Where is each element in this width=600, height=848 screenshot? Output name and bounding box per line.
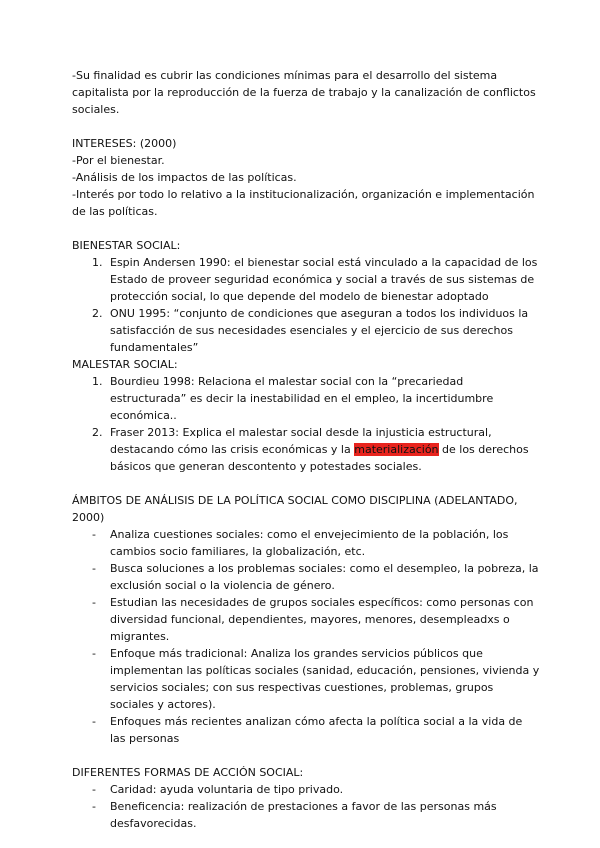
list-item-text: Busca soluciones a los problemas sociales: como el desempleo, la pobreza, la exclusión social o la violencia de género. bbox=[110, 562, 539, 592]
highlighted-word: materialización bbox=[354, 443, 439, 456]
list-item-text: ONU 1995: “conjunto de condiciones que aseguran a todos los individuos la satisfacción de sus necesidades esenciales y el ejercicio de sus derechos fundamentales” bbox=[110, 307, 529, 354]
ambitos-list bbox=[72, 526, 540, 747]
list-item bbox=[72, 305, 540, 356]
dash-bullet: - bbox=[92, 528, 96, 541]
bienestar-heading: BIENESTAR SOCIAL: bbox=[72, 239, 181, 252]
dash-bullet: - bbox=[92, 783, 96, 796]
formas-list bbox=[72, 781, 540, 832]
dash-bullet: - bbox=[92, 715, 96, 728]
list-item-text: Espin Andersen 1990: el bienestar social está vinculado a la capacidad de los Estado de proveer seguridad económica y social a través de sus sistemas de protección social, lo que depende del modelo de bienestar adoptado bbox=[110, 256, 538, 303]
intereses-line: -Análisis de los impactos de las políticas. bbox=[72, 171, 297, 184]
dash-bullet: - bbox=[92, 800, 96, 813]
list-item bbox=[72, 254, 540, 305]
intro-paragraph: -Su finalidad es cubrir las condiciones mínimas para el desarrollo del sistema capitalista por la reproducción de la fuerza de trabajo y la canalización de conflictos sociales. bbox=[72, 69, 536, 116]
dash-bullet: - bbox=[92, 596, 96, 609]
list-item bbox=[72, 560, 540, 594]
list-item bbox=[72, 526, 540, 560]
dash-bullet: - bbox=[92, 647, 96, 660]
list-item-text: Beneficencia: realización de prestaciones a favor de las personas más desfavorecidas. bbox=[110, 800, 497, 830]
list-item-text: Estudian las necesidades de grupos sociales específicos: como personas con diversidad funcional, dependientes, mayores, menores, desempleadxs o migrantes. bbox=[110, 596, 534, 643]
list-item bbox=[72, 713, 540, 747]
intereses-line: -Interés por todo lo relativo a la institucionalización, organización e implementación de las políticas. bbox=[72, 188, 535, 218]
list-item bbox=[72, 424, 540, 475]
list-item bbox=[72, 645, 540, 713]
list-item bbox=[72, 798, 540, 832]
spacer bbox=[72, 118, 540, 135]
list-item-text: Analiza cuestiones sociales: como el envejecimiento de la población, los cambios socio familiares, la globalización, etc. bbox=[110, 528, 509, 558]
ambitos-heading: ÁMBITOS DE ANÁLISIS DE LA POLÍTICA SOCIAL COMO DISCIPLINA (ADELANTADO, 2000) bbox=[72, 494, 518, 524]
list-item bbox=[72, 373, 540, 424]
spacer bbox=[72, 747, 540, 764]
spacer bbox=[72, 220, 540, 237]
list-number: 2. bbox=[92, 426, 103, 439]
list-item-text-pre: Fraser 2013: Explica el malestar social desde la injusticia estructural, destacando cómo las crisis económicas y la bbox=[110, 426, 492, 456]
spacer bbox=[72, 475, 540, 492]
list-number: 2. bbox=[92, 307, 103, 320]
dash-bullet: - bbox=[92, 562, 96, 575]
list-item bbox=[72, 594, 540, 645]
malestar-heading: MALESTAR SOCIAL: bbox=[72, 358, 178, 371]
list-item-text: Bourdieu 1998: Relaciona el malestar social con la “precariedad estructurada” es decir la inestabilidad en el empleo, la incertidumbre económica.. bbox=[110, 375, 494, 422]
list-item-text: Enfoques más recientes analizan cómo afecta la política social a la vida de las personas bbox=[110, 715, 523, 745]
list-item-text: Caridad: ayuda voluntaria de tipo privado. bbox=[110, 783, 344, 796]
malestar-list bbox=[72, 373, 540, 475]
intereses-line: -Por el bienestar. bbox=[72, 154, 165, 167]
list-item-text: Enfoque más tradicional: Analiza los grandes servicios públicos que implementan las políticas sociales (sanidad, educación, pensiones, vivienda y servicios sociales; con sus respectivas cuestiones, problemas, grupos sociales y actores). bbox=[110, 647, 540, 711]
list-number: 1. bbox=[92, 375, 103, 388]
list-item-text-post: de los derechos básicos que generan descontento y potestades sociales. bbox=[110, 443, 529, 473]
list-number: 1. bbox=[92, 256, 103, 269]
bienestar-list bbox=[72, 254, 540, 356]
intereses-heading: INTERESES: (2000) bbox=[72, 137, 177, 150]
list-item bbox=[72, 781, 540, 798]
formas-heading: DIFERENTES FORMAS DE ACCIÓN SOCIAL: bbox=[72, 766, 304, 779]
